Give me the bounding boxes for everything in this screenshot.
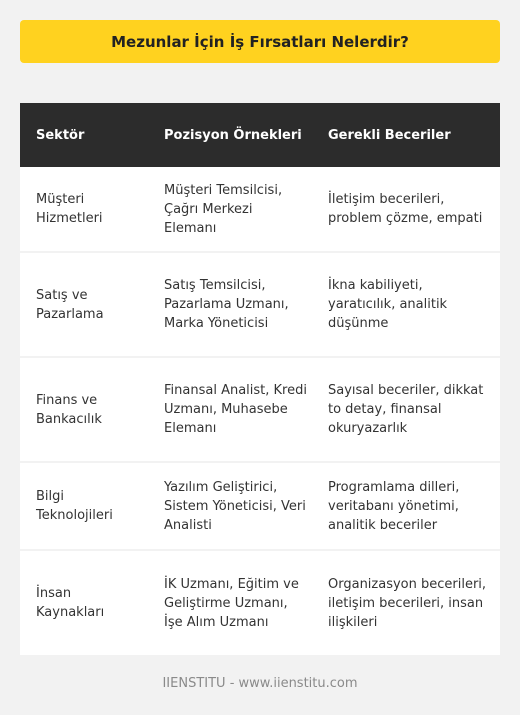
positions-cell: Müşteri Temsilcisi, Çağrı Merkezi Elemanı	[164, 182, 283, 236]
skills-cell: Organizasyon becerileri, iletişim becerileri, insan ilişkileri	[328, 576, 487, 630]
table-row	[20, 463, 500, 551]
positions-cell: Yazılım Geliştirici, Sistem Yöneticisi, Veri Analisti	[164, 479, 306, 533]
table-row	[20, 551, 500, 655]
table-header-row	[20, 103, 500, 167]
positions-cell: Satış Temsilcisi, Pazarlama Uzmanı, Marka Yöneticisi	[164, 278, 289, 331]
skills-cell: Sayısal beceriler, dikkat to detay, finansal okuryazarlık	[328, 383, 484, 436]
skills-cell: İletişim becerileri, problem çözme, empati	[328, 192, 483, 226]
table-row	[20, 167, 500, 253]
positions-cell: İK Uzmanı, Eğitim ve Geliştirme Uzmanı, İşe Alım Uzmanı	[164, 576, 299, 630]
footer-credit: IIENSTITU - www.iienstitu.com	[162, 676, 358, 691]
page-title: Mezunlar İçin İş Fırsatları Nelerdir?	[20, 20, 500, 63]
sector-cell: Bilgi Teknolojileri	[36, 489, 113, 523]
table-row	[20, 358, 500, 463]
header-sector: Sektör	[36, 127, 85, 143]
sector-cell: Finans ve Bankacılık	[36, 392, 102, 427]
sector-cell: İnsan Kaynakları	[36, 586, 105, 620]
positions-cell: Finansal Analist, Kredi Uzmanı, Muhasebe Elemanı	[164, 383, 307, 436]
header-positions: Pozisyon Örnekleri	[164, 127, 302, 143]
table-row	[20, 253, 500, 358]
skills-cell: Programlama dilleri, veritabanı yönetimi, analitik beceriler	[328, 479, 460, 533]
header-skills: Gerekli Beceriler	[328, 127, 451, 143]
skills-cell: İkna kabiliyeti, yaratıcılık, analitik düşünme	[328, 278, 448, 331]
sector-cell: Müşteri Hizmetleri	[36, 192, 103, 226]
sector-cell: Satış ve Pazarlama	[36, 287, 104, 322]
opportunities-table	[20, 103, 500, 655]
